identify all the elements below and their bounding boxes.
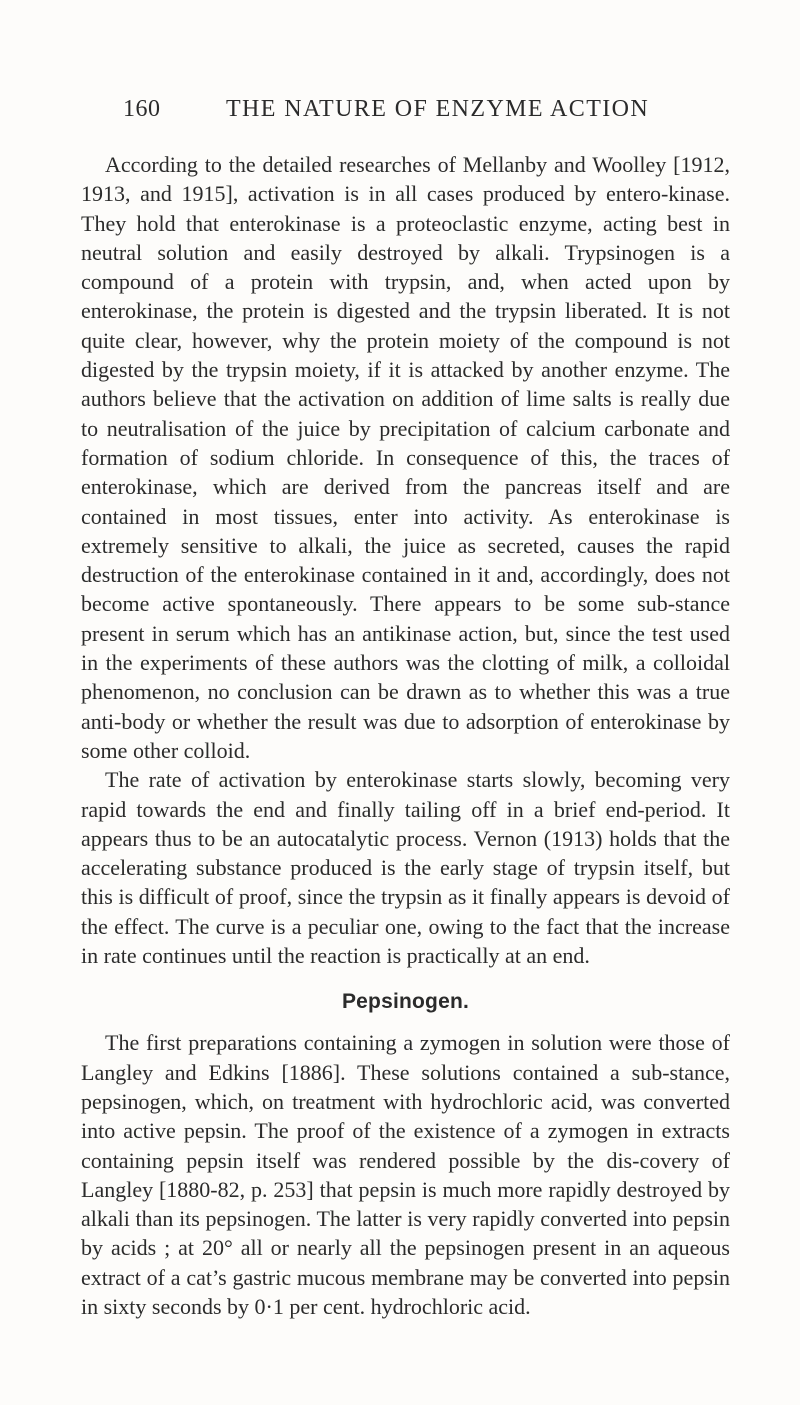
running-head: [0, 94, 800, 128]
page-number: 160: [123, 96, 161, 122]
paragraph-pepsinogen: The first preparations containing a zymogen in solution were those of Langley and Edkins [1886]. These solutions contained a sub-stance, pepsinogen, which, on treatment with hydrochloric acid, was converted into active pepsin. The proof of the existence of a zymogen in extracts containing pepsin itself was rendered possible by the dis-covery of Langley [1880-82, p. 253] that pepsin is much more rapidly destroyed by alkali than its pepsinogen. The latter is very rapidly converted into pepsin by acids ; at 20° all or nearly all the pepsinogen present in an aqueous extract of a cat’s gastric mucous membrane may be converted into pepsin in sixty seconds by 0·1 per cent. hydrochloric acid.: [81, 1030, 730, 1319]
paragraph-enterokinase-activation: According to the detailed researches of Mellanby and Woolley [1912, 1913, and 1915], activation is in all cases produced by entero-kinase. They hold that enterokinase is a proteoclastic enzyme, acting best in neutral solution and easily destroyed by alkali. Trypsinogen is a compound of a protein with trypsin, and, when acted upon by enterokinase, the protein is digested and the trypsin liberated. It is not quite clear, however, why the protein moiety of the compound is not digested by the trypsin moiety, if it is attacked by another enzyme. The authors believe that the activation on addition of lime salts is really due to neutralisation of the juice by precipitation of calcium carbonate and formation of sodium chloride. In consequence of this, the traces of enterokinase, which are derived from the pancreas itself and are contained in most tissues, enter into activity. As enterokinase is extremely sensitive to alkali, the juice as secreted, causes the rapid destruction of the enterokinase contained in it and, accordingly, does not become active spontaneously. There appears to be some sub-stance present in serum which has an antikinase action, but, since the test used in the experiments of these authors was the clotting of milk, a colloidal phenomenon, no conclusion can be drawn as to whether this was a true anti-body or whether the result was due to adsorption of enterokinase by some other colloid.: [81, 152, 730, 763]
body-text: [81, 150, 730, 1321]
running-head-title: THE NATURE OF ENZYME ACTION: [226, 96, 650, 122]
paragraph-activation-rate: The rate of activation by enterokinase starts slowly, becoming very rapid towards the end and finally tailing off in a brief end-period. It appears thus to be an autocatalytic process. Vernon (1913) holds that the accelerating substance produced is the early stage of trypsin itself, but this is difficult of proof, since the trypsin as it finally appears is devoid of the effect. The curve is a peculiar one, owing to the fact that the increase in rate continues until the reaction is practically at an end.: [81, 767, 730, 969]
section-heading-pepsinogen: Pepsinogen.: [341, 990, 470, 1014]
